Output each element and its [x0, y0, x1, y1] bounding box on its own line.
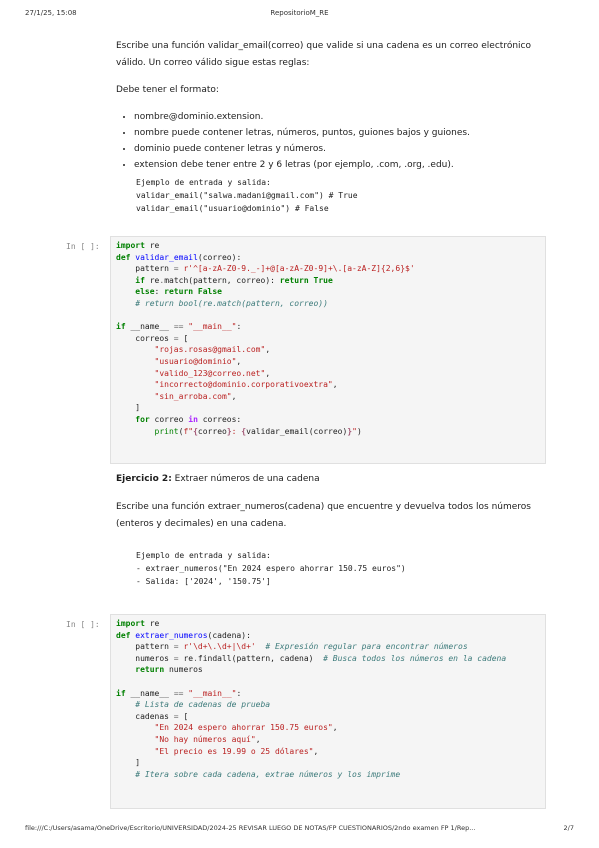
cell-prompt: In [ ]:	[66, 620, 100, 629]
rules-list	[116, 109, 534, 173]
print-datetime: 27/1/25, 15:08	[25, 9, 77, 17]
cell-prompt: In [ ]:	[66, 242, 100, 251]
exercise2-title-bold: Ejercicio 2:	[116, 474, 172, 484]
list-item: • extension debe tener entre 2 y 6 letras (por ejemplo, .com, .org, .edu).	[134, 157, 534, 173]
code-cell-extraer-numeros[interactable]	[110, 614, 546, 809]
example-line: Ejemplo de entrada y salida:	[136, 551, 271, 560]
exercise2-example	[136, 549, 406, 588]
exercise2-title-text: Extraer números de una cadena	[171, 474, 320, 484]
list-item: • nombre@dominio.extension.	[134, 109, 534, 125]
example-line: Ejemplo de entrada y salida:	[136, 178, 271, 187]
example-line: - extraer_numeros("En 2024 espero ahorrar 150.75 euros")	[136, 564, 406, 573]
document-title: RepositorioM_RE	[270, 9, 329, 17]
exercise2-title	[116, 471, 531, 488]
list-item: • dominio puede contener letras y números.	[134, 141, 534, 157]
code-cell-validar-email[interactable]	[110, 236, 546, 464]
format-label: Debe tener el formato:	[116, 85, 219, 95]
example-line: validar_email("usuario@dominio") # False	[136, 204, 329, 213]
file-path: file:///C:/Users/asama/OneDrive/Escritorio/UNIVERSIDAD/2024-25 REVISAR LUEGO DE NOTAS/FP CUESTIONARIOS/2ndo examen FP 1/Rep...	[25, 824, 476, 832]
code-content: import re def validar_email(correo): pattern = r'^[a-zA-Z0-9._-]+@[a-zA-Z0-9]+\.[a-zA-Z]{2,6}$' if re.match(pattern, correo): return True else: return False # return bool(re.match(pattern, correo)) if __name__ == "__main__": correos = [ "rojas.rosas@gmail.com", "usuario@dominio", "valido_123@correo.net", "incorrecto@dominio.corporativoextra", "sin_arroba.com", ] for correo in correos: print(f"{correo}: {validar_email(correo)}")	[116, 241, 415, 436]
exercise2-intro: Escribe una función extraer_numeros(cadena) que encuentre y devuelva todos los números (enteros y decimales) en una cadena.	[116, 502, 531, 529]
code-content: import re def extraer_numeros(cadena): pattern = r'\d+\.\d+|\d+' # Expresión regular para encontrar números numeros = re.findall(pattern, cadena) # Busca todos los números en la cadena return numeros if __name__ == "__main__": # Lista de cadenas de prueba cadenas = [ "En 2024 espero ahorrar 150.75 euros", "No hay números aquí", "El precio es 19.99 o 25 dólares", ] # Itera sobre cada cadena, extrae números y los imprime	[116, 619, 507, 779]
list-item: • nombre puede contener letras, números, puntos, guiones bajos y guiones.	[134, 125, 534, 141]
exercise1-intro: Escribe una función validar_email(correo) que valide si una cadena es un correo electrónico válido. Un correo válido sigue estas reglas:	[116, 41, 531, 68]
exercise1-example	[136, 176, 358, 215]
page-number: 2/7	[563, 824, 574, 832]
example-line: validar_email("salwa.madani@gmail.com") # True	[136, 191, 358, 200]
example-line: - Salida: ['2024', '150.75']	[136, 577, 271, 586]
